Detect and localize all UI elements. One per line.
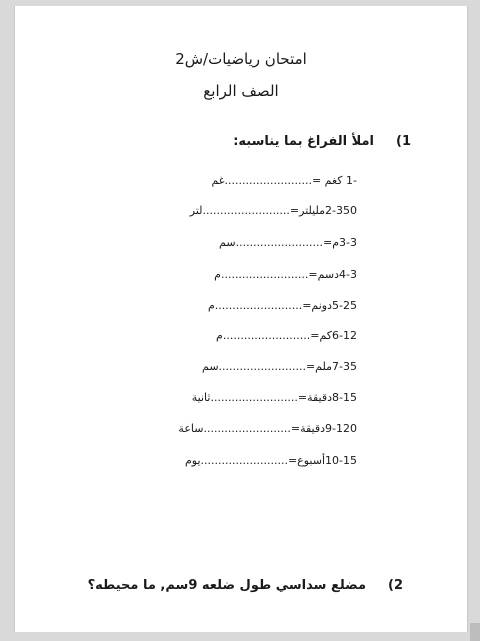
fill-item-2: 2-350مليلتر=.........................لتر — [189, 204, 357, 217]
exam-grade: الصف الرابع — [203, 82, 279, 100]
fill-item-8: 8-15دقيقة=.........................ثانية — [191, 391, 357, 404]
fill-item-6: 6-12كم=.........................م — [216, 329, 357, 342]
fill-item-9: 9-120دقيقة=.........................ساعة — [178, 422, 357, 435]
question-2-text: مضلع سداسي طول ضلعه 9سم, ما محيطه؟ — [87, 578, 366, 593]
fill-item-3: 3-3م=.........................سم — [219, 236, 357, 249]
fill-item-4: 4-3دسم=.........................م — [214, 268, 357, 281]
question-1-text: املأ الفراغ بما يناسبه: — [233, 134, 374, 149]
question-2-number: 2) — [388, 578, 403, 593]
question-2 — [88, 578, 403, 593]
question-1 — [233, 134, 411, 149]
page-corner — [470, 623, 480, 641]
fill-item-1: -1 كغم =.........................غم — [211, 174, 357, 187]
question-1-number: 1) — [396, 134, 411, 149]
exam-title: امتحان رياضيات/ش2 — [175, 50, 307, 68]
fill-item-5: 5-25دونم=.........................م — [207, 299, 357, 312]
fill-item-7: 7-35ملم=.........................سم — [202, 360, 357, 373]
fill-item-10: 10-15أسبوع=.........................يوم — [185, 454, 357, 467]
exam-sheet — [14, 6, 468, 632]
